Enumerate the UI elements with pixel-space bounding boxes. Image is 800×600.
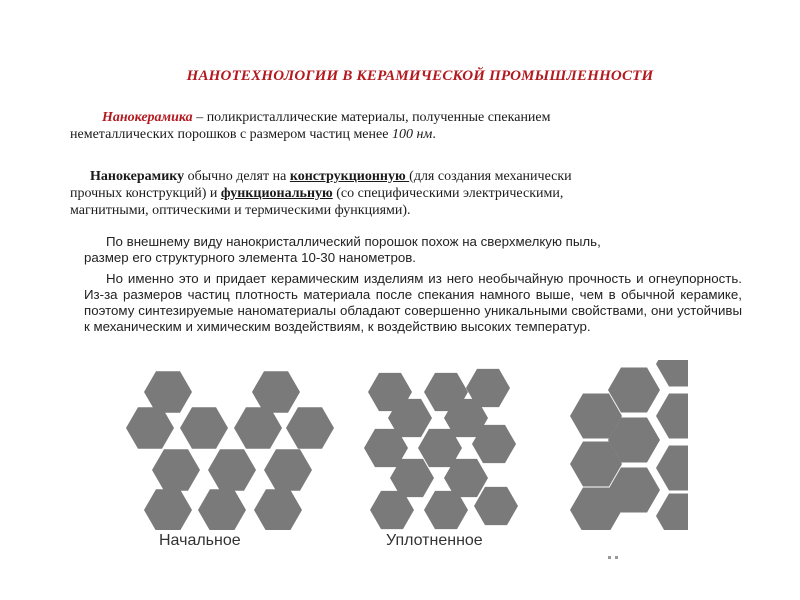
- classification-text-c: прочных конструкций) и: [70, 186, 221, 201]
- caption-compacted: Уплотненное: [386, 532, 483, 549]
- hexagon-particle: [180, 407, 228, 449]
- properties-text: Но именно это и придает керамическим изделиям из него необычайную прочность и огнеупорность. Из-за размеров частиц плотность материала после спекания намного выше, чем в обычной керамике, поэтому синтезируемые наноматериалы обладают совершенно уникальными свойствами, они устойчивы к механическим и химическим воздействиям, к воздействию высоких температур.: [84, 271, 742, 334]
- hexagon-particle: [198, 489, 246, 530]
- hexagon-particle: [254, 489, 302, 530]
- compacted-hexagon-group: [364, 369, 518, 529]
- initial-hexagon-group: [126, 371, 334, 530]
- hexagon-particle: [144, 489, 192, 530]
- hexagon-particle: [252, 371, 300, 413]
- definition-paragraph: [70, 109, 750, 143]
- hexagon-particle: [656, 394, 708, 439]
- hexagon-particle: [144, 371, 192, 413]
- appearance-line-2: размер его структурного элемента 10-30 нанометров.: [84, 250, 416, 265]
- type-functional: функциональную: [220, 186, 333, 201]
- particle-size: 100 нм: [391, 127, 433, 142]
- hexagon-particle: [234, 407, 282, 449]
- properties-paragraph: [84, 271, 742, 335]
- term-nanoceramics: Нанокерамика: [102, 110, 193, 125]
- definition-end: .: [432, 127, 436, 142]
- classification-text-e: магнитными, оптическими и термическими функциями).: [70, 203, 411, 218]
- classification-text-a: обычно делят на: [184, 169, 290, 184]
- hexagon-particle: [656, 494, 708, 531]
- hexagon-particle: [208, 449, 256, 491]
- slide-title: НАНОТЕХНОЛОГИИ В КЕРАМИЧЕСКОЙ ПРОМЫШЛЕННОСТИ: [186, 68, 654, 84]
- definition-text-b: неметаллических порошков с размером частиц менее: [70, 127, 392, 142]
- hexagon-particle: [474, 487, 518, 525]
- hexagon-particle: [656, 360, 708, 387]
- hexagon-particle: [152, 449, 200, 491]
- hexagon-particle: [126, 407, 174, 449]
- sintered-hexagon-group: [570, 360, 708, 530]
- classification-paragraph: [70, 168, 750, 219]
- type-structural: конструкционную: [289, 169, 410, 184]
- classification-text-d: (со специфическими электрическими,: [332, 186, 564, 201]
- hexagon-particle: [286, 407, 334, 449]
- definition-text-a: – поликристаллические материалы, полученные спеканием: [192, 110, 551, 125]
- small-mark: [608, 556, 620, 559]
- appearance-paragraph: [84, 234, 742, 266]
- caption-initial: Начальное: [159, 532, 241, 549]
- hexagon-particle: [656, 446, 708, 491]
- term-classification: Нанокерамику: [90, 169, 185, 184]
- hexagon-sintering-figure: [0, 360, 800, 530]
- hexagon-particle: [264, 449, 312, 491]
- classification-text-b: (для создания механически: [409, 169, 572, 184]
- appearance-line-1: По внешнему виду нанокристаллический порошок похож на сверхмелкую пыль,: [106, 234, 601, 249]
